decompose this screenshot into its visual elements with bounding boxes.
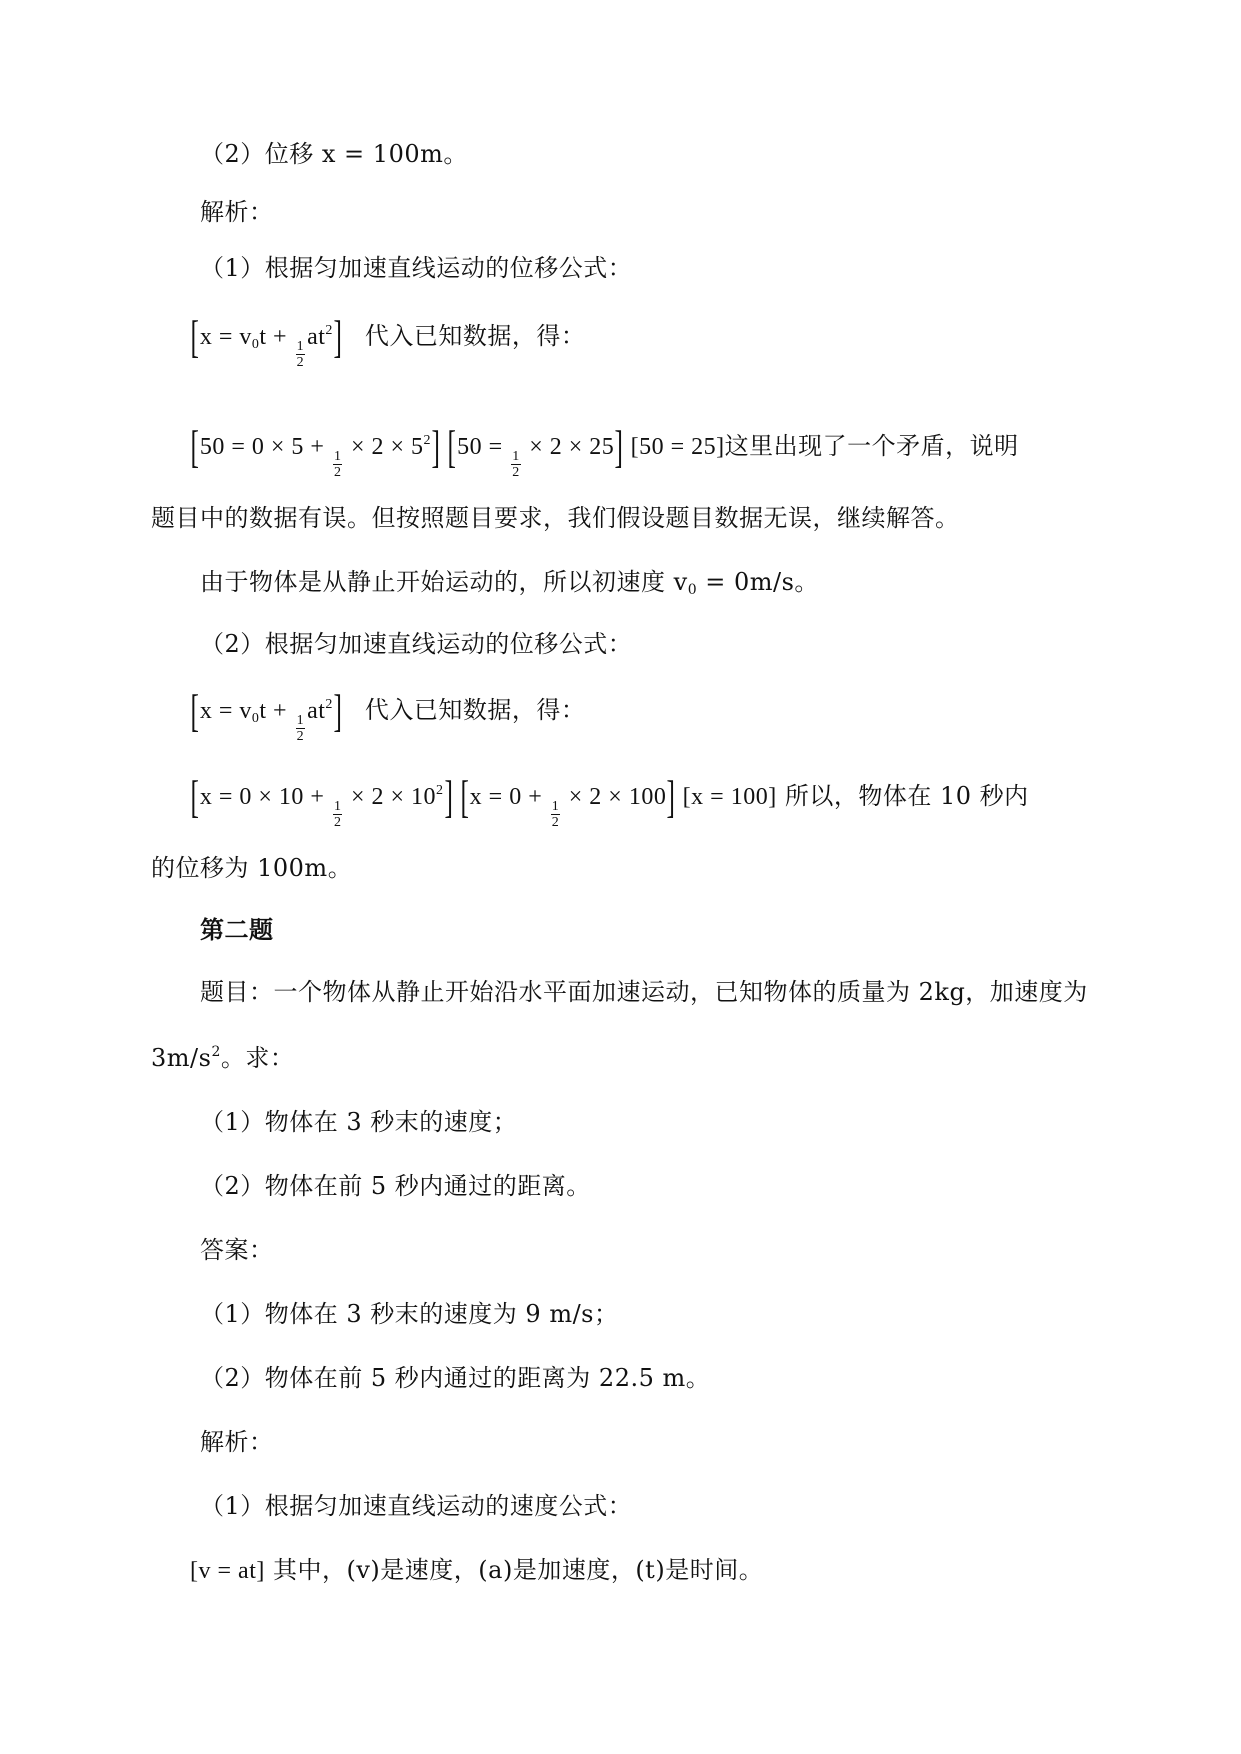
fraction-half: $\frac{1}{2}$ bbox=[296, 339, 305, 370]
formula-substitution: [50 = 0 × 5 + $\frac{1}{2}$ × $2 \times 5^2$] [50 = $\frac{1}{2}$ × 2 × 25] [50 = 25] bbox=[190, 421, 725, 480]
formula-displacement-2: [$x = v_0t$ + $\frac{1}{2}$ $at^2$] bbox=[190, 685, 343, 744]
answer-part1: （1）物体在 3 秒末的速度为 9 m/s； bbox=[200, 1300, 619, 1328]
question-part1: （1）物体在 3 秒末的速度； bbox=[200, 1108, 518, 1136]
formula-substitution-2: [x = 0 × 10 + $\frac{1}{2}$ × $2 \times 10^2$] [x = 0 + $\frac{1}{2}$ × 2 × 100] [x = 100] bbox=[190, 771, 777, 830]
formula-displacement: [$x = v_0t$ + $\frac{1}{2}$ $at^2$] bbox=[190, 311, 343, 370]
formula-line-1: [$x = v_0t$ + $\frac{1}{2}$ $at^2$] 代入已知数据，得： bbox=[190, 311, 586, 370]
fraction-half: $\frac{1}{2}$ bbox=[512, 449, 520, 480]
analysis-heading-2: 解析： bbox=[200, 1428, 274, 1456]
fraction-half: $\frac{1}{2}$ bbox=[551, 799, 560, 830]
fraction-half: $\frac{1}{2}$ bbox=[333, 449, 342, 480]
formula-velocity: [v = at] bbox=[190, 1558, 265, 1584]
formula-velocity-line: [v = at] 其中，(v)是速度，(a)是加速度，(t)是时间。 bbox=[190, 1556, 764, 1584]
question-part2: （2）物体在前 5 秒内通过的距离。 bbox=[200, 1172, 591, 1200]
formula-line-2: [50 = 0 × 5 + $\frac{1}{2}$ × $2 \times 5^2$] [50 = $\frac{1}{2}$ × 2 × 25] [50 = 25]这里出现了一个矛盾，说明 bbox=[190, 421, 1019, 480]
section-heading: 第二题 bbox=[200, 915, 274, 944]
analysis-step1: （1）根据匀加速直线运动的位移公式： bbox=[200, 254, 633, 282]
paragraph-contradiction: 题目中的数据有误。但按照题目要求，我们假设题目数据无误，继续解答。 bbox=[151, 504, 960, 532]
paragraph-initial-velocity: 由于物体是从静止开始运动的，所以初速度 $v_0 = 0m/s$。 bbox=[200, 568, 819, 598]
formula-line-3: [$x = v_0t$ + $\frac{1}{2}$ $at^2$] 代入已知数据，得： bbox=[190, 685, 586, 744]
analysis-step1-2: （1）根据匀加速直线运动的速度公式： bbox=[200, 1492, 633, 1520]
fraction-half: $\frac{1}{2}$ bbox=[296, 713, 305, 744]
question-text: 题目：一个物体从静止开始沿水平面加速运动，已知物体的质量为 2kg，加速度为 bbox=[200, 978, 1088, 1006]
formula-line-4: [x = 0 × 10 + $\frac{1}{2}$ × $2 \times 10^2$] [x = 0 + $\frac{1}{2}$ × 2 × 100] [x = 100] 所以，物体在 10 秒内 bbox=[190, 771, 1029, 830]
analysis-step2: （2）根据匀加速直线运动的位移公式： bbox=[200, 630, 633, 658]
analysis-heading: 解析： bbox=[200, 198, 274, 226]
answer-part2: （2）位移 x = 100m。 bbox=[200, 140, 468, 168]
fraction-half: $\frac{1}{2}$ bbox=[333, 799, 342, 830]
question-text-cont: $3m/s^2$。求： bbox=[151, 1044, 295, 1072]
answer-heading: 答案： bbox=[200, 1236, 274, 1264]
answer-part2-b: （2）物体在前 5 秒内通过的距离为 22.5 m。 bbox=[200, 1364, 711, 1392]
paragraph-conclusion: 的位移为 100m。 bbox=[151, 854, 353, 882]
